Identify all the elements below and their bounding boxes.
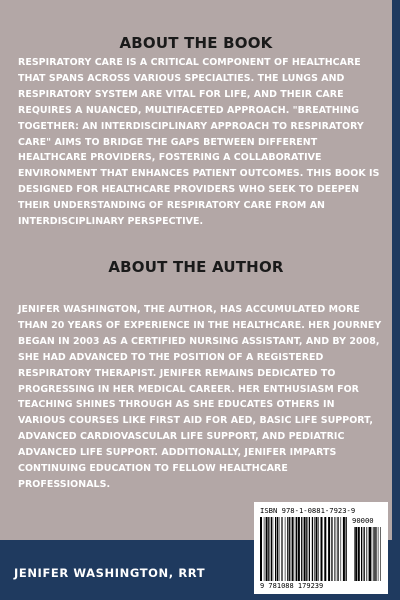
- barcode-bar: [369, 527, 371, 581]
- isbn-label: ISBN 978-1-0881-7923-9: [260, 506, 356, 515]
- barcode-bar: [334, 517, 335, 581]
- barcode-bar: [380, 527, 381, 581]
- barcode-bar: [275, 517, 276, 581]
- barcode-bar: [287, 517, 288, 581]
- barcode-bar: [366, 527, 367, 581]
- about-book-heading: ABOUT THE BOOK: [119, 34, 273, 52]
- barcode-addon-bars: [354, 527, 382, 581]
- barcode-main-bars: [260, 517, 348, 581]
- barcode-bar: [368, 527, 369, 581]
- barcode-bar: [316, 517, 318, 581]
- barcode-bar: [298, 517, 300, 581]
- barcode-bar: [361, 527, 362, 581]
- barcode-bar: [271, 517, 272, 581]
- barcode-bar: [289, 517, 290, 581]
- barcode-bar: [358, 527, 360, 581]
- barcode-bar: [264, 517, 265, 581]
- barcode-bar: [336, 517, 337, 581]
- barcode-bar: [318, 517, 319, 581]
- isbn-barcode: [254, 502, 388, 594]
- barcode-bar: [273, 517, 274, 581]
- barcode-bar: [324, 517, 326, 581]
- barcode-bar: [296, 517, 297, 581]
- about-author-text: JENIFER WASHINGTON, THE AUTHOR, HAS ACCUMULATED MORE THAN 20 YEARS OF EXPERIENCE IN THE HEALTHCARE. HER JOURNEY BEGAN IN 2003 AS A CERTIFIED NURSING ASSISTANT, AND BY 2008, SHE HAD ADVANCED TO THE POSITION OF A REGISTERED RESPIRATORY THERAPIST. JENIFER REMAINS DEDICATED TO PROGRESSING IN HER MEDICAL CAREER. HER ENTHUSIASM FOR TEACHING SHINES THROUGH AS SHE EDUCATES OTHERS IN VARIOUS COURSES LIKE FIRST AID FOR AED, BASIC LIFE SUPPORT, ADVANCED CARDIOVASCULAR LIFE SUPPORT, AND PEDIATRIC ADVANCED LIFE SUPPORT. ADDITIONALLY, JENIFER IMPARTS CONTINUING EDUCATION TO FELLOW HEALTHCARE PROFESSIONALS.: [18, 304, 382, 490]
- barcode-bar: [331, 517, 332, 581]
- barcode-bar: [285, 517, 286, 581]
- barcode-bar: [312, 517, 313, 581]
- barcode-bar: [346, 517, 347, 581]
- barcode-bar: [373, 527, 374, 581]
- barcode-bar: [314, 517, 315, 581]
- barcode-bar: [354, 527, 355, 581]
- barcode-bar: [306, 517, 307, 581]
- author-name: JENIFER WASHINGTON, RRT: [14, 566, 206, 580]
- barcode-bar: [277, 517, 278, 581]
- barcode-bar: [321, 517, 323, 581]
- barcode-bar: [337, 517, 338, 581]
- barcode-bar: [260, 517, 262, 581]
- barcode-bar: [292, 517, 294, 581]
- about-author-heading: ABOUT THE AUTHOR: [108, 258, 284, 276]
- barcode-bar: [328, 517, 330, 581]
- barcode-bar: [268, 517, 269, 581]
- barcode-bar: [295, 517, 296, 581]
- barcode-bar: [364, 527, 365, 581]
- barcode-bar: [309, 517, 310, 581]
- barcode-bar: [341, 517, 342, 581]
- barcode-bar: [372, 527, 373, 581]
- barcode-bar: [301, 517, 302, 581]
- about-book-text: RESPIRATORY CARE IS A CRITICAL COMPONENT OF HEALTHCARE THAT SPANS ACROSS VARIOUS SPECIALTIES. THE LUNGS AND RESPIRATORY SYSTEM ARE VITAL FOR LIFE, AND THEIR CARE REQUIRES A NUANCED, MULTIFACETED APPROACH. "BREATHING TOGETHER: AN INTERDISCIPLINARY APPROACH TO RESPIRATORY CARE" AIMS TO BRIDGE THE GAPS BETWEEN DIFFERENT HEALTHCARE PROVIDERS, FOSTERING A COLLABORATIVE ENVIRONMENT THAT ENHANCES PATIENT OUTCOMES. THIS BOOK IS DESIGNED FOR HEALTHCARE PROVIDERS WHO SEEK TO DEEPEN THEIR UNDERSTANDING OF RESPIRATORY CARE FROM AN INTERDISCIPLINARY PERSPECTIVE.: [18, 57, 380, 228]
- barcode-bar: [279, 517, 280, 581]
- barcode-bar: [281, 517, 282, 581]
- barcode-bar: [355, 527, 357, 581]
- barcode-bar: [343, 517, 345, 581]
- barcode-bar: [378, 527, 379, 581]
- barcode-bar: [375, 527, 376, 581]
- barcode-bar: [282, 517, 283, 581]
- right-accent-bar: [392, 0, 400, 600]
- price-code: 90000: [352, 516, 374, 525]
- isbn-digits: 9 781088 179239: [260, 582, 324, 590]
- barcode-bar: [304, 517, 306, 581]
- barcode-bar: [266, 517, 268, 581]
